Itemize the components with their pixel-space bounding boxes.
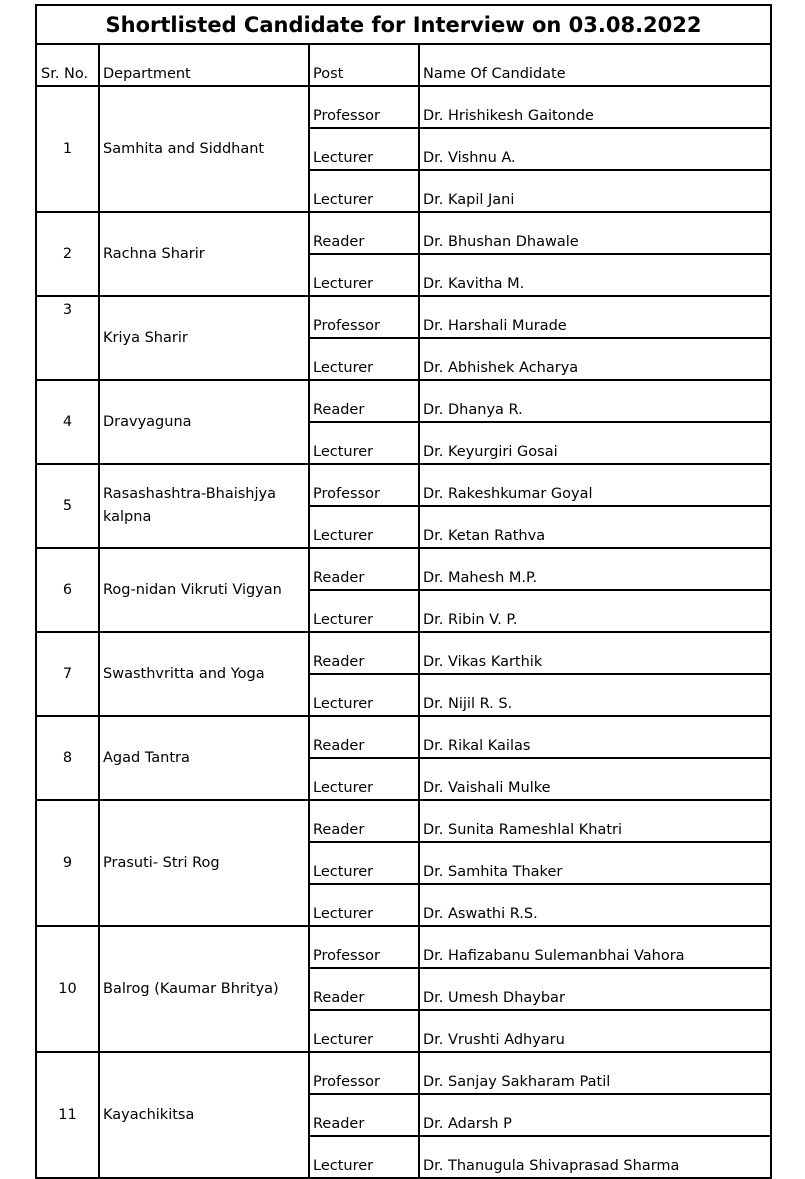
department-cell: Rachna Sharir [99, 212, 309, 296]
candidate-cell: Dr. Vaishali Mulke [419, 758, 771, 800]
candidate-cell: Dr. Thanugula Shivaprasad Sharma [419, 1136, 771, 1178]
post-cell: Lecturer [309, 1010, 419, 1052]
post-cell: Lecturer [309, 506, 419, 548]
sheet-title: Shortlisted Candidate for Interview on 03.08.2022 [36, 5, 771, 44]
department-cell: Dravyaguna [99, 380, 309, 464]
department-cell: Prasuti- Stri Rog [99, 800, 309, 926]
department-cell: Agad Tantra [99, 716, 309, 800]
candidate-cell: Dr. Kapil Jani [419, 170, 771, 212]
post-cell: Reader [309, 212, 419, 254]
department-cell: Kriya Sharir [99, 296, 309, 380]
sr-no-cell: 6 [36, 548, 99, 632]
table-row [36, 632, 771, 674]
candidate-cell: Dr. Harshali Murade [419, 296, 771, 338]
post-cell: Reader [309, 380, 419, 422]
sr-no-cell: 1 [36, 86, 99, 212]
post-cell: Lecturer [309, 338, 419, 380]
post-cell: Lecturer [309, 674, 419, 716]
post-cell: Lecturer [309, 884, 419, 926]
sr-no-cell: 11 [36, 1052, 99, 1178]
table-row [36, 548, 771, 590]
candidate-cell: Dr. Rikal Kailas [419, 716, 771, 758]
candidate-cell: Dr. Vikas Karthik [419, 632, 771, 674]
title-row [36, 5, 771, 44]
candidate-cell: Dr. Umesh Dhaybar [419, 968, 771, 1010]
sr-no-cell: 9 [36, 800, 99, 926]
post-cell: Professor [309, 1052, 419, 1094]
candidate-cell: Dr. Vrushti Adhyaru [419, 1010, 771, 1052]
candidate-cell: Dr. Abhishek Acharya [419, 338, 771, 380]
post-cell: Lecturer [309, 254, 419, 296]
candidate-cell: Dr. Keyurgiri Gosai [419, 422, 771, 464]
table-row [36, 926, 771, 968]
department-cell: Samhita and Siddhant [99, 86, 309, 212]
post-cell: Lecturer [309, 758, 419, 800]
post-cell: Lecturer [309, 170, 419, 212]
department-cell: Swasthvritta and Yoga [99, 632, 309, 716]
department-cell: Kayachikitsa [99, 1052, 309, 1178]
candidate-cell: Dr. Sanjay Sakharam Patil [419, 1052, 771, 1094]
department-cell: Balrog (Kaumar Bhritya) [99, 926, 309, 1052]
table-body [36, 5, 771, 1178]
header-post: Post [309, 44, 419, 86]
post-cell: Reader [309, 632, 419, 674]
candidate-cell: Dr. Hafizabanu Sulemanbhai Vahora [419, 926, 771, 968]
table-row [36, 296, 771, 338]
candidate-cell: Dr. Dhanya R. [419, 380, 771, 422]
post-cell: Professor [309, 464, 419, 506]
candidate-cell: Dr. Nijil R. S. [419, 674, 771, 716]
post-cell: Reader [309, 968, 419, 1010]
candidate-cell: Dr. Rakeshkumar Goyal [419, 464, 771, 506]
candidate-cell: Dr. Vishnu A. [419, 128, 771, 170]
candidate-cell: Dr. Hrishikesh Gaitonde [419, 86, 771, 128]
candidate-cell: Dr. Kavitha M. [419, 254, 771, 296]
candidate-cell: Dr. Ketan Rathva [419, 506, 771, 548]
department-cell: Rog-nidan Vikruti Vigyan [99, 548, 309, 632]
sr-no-cell: 2 [36, 212, 99, 296]
shortlist-table [35, 4, 772, 1179]
post-cell: Reader [309, 1094, 419, 1136]
candidate-cell: Dr. Bhushan Dhawale [419, 212, 771, 254]
header-row [36, 44, 771, 86]
post-cell: Lecturer [309, 128, 419, 170]
table-row [36, 464, 771, 506]
sr-no-cell: 8 [36, 716, 99, 800]
post-cell: Lecturer [309, 1136, 419, 1178]
table-row [36, 800, 771, 842]
candidate-cell: Dr. Mahesh M.P. [419, 548, 771, 590]
post-cell: Lecturer [309, 590, 419, 632]
sr-no-cell: 10 [36, 926, 99, 1052]
table-row [36, 86, 771, 128]
table-row [36, 380, 771, 422]
candidate-cell: Dr. Sunita Rameshlal Khatri [419, 800, 771, 842]
header-department: Department [99, 44, 309, 86]
post-cell: Professor [309, 926, 419, 968]
post-cell: Reader [309, 548, 419, 590]
table-row [36, 212, 771, 254]
post-cell: Lecturer [309, 422, 419, 464]
sr-no-cell: 5 [36, 464, 99, 548]
candidate-cell: Dr. Samhita Thaker [419, 842, 771, 884]
sr-no-cell: 4 [36, 380, 99, 464]
sr-no-cell: 3 [36, 296, 99, 380]
table-row [36, 716, 771, 758]
post-cell: Professor [309, 86, 419, 128]
candidate-cell: Dr. Adarsh P [419, 1094, 771, 1136]
table-row [36, 1052, 771, 1094]
post-cell: Reader [309, 716, 419, 758]
candidate-cell: Dr. Ribin V. P. [419, 590, 771, 632]
shortlist-sheet [35, 4, 772, 1179]
candidate-cell: Dr. Aswathi R.S. [419, 884, 771, 926]
sr-no-cell: 7 [36, 632, 99, 716]
post-cell: Lecturer [309, 842, 419, 884]
department-cell: Rasashashtra-Bhaishjya kalpna [99, 464, 309, 548]
post-cell: Professor [309, 296, 419, 338]
header-candidate: Name Of Candidate [419, 44, 771, 86]
header-sr-no: Sr. No. [36, 44, 99, 86]
post-cell: Reader [309, 800, 419, 842]
